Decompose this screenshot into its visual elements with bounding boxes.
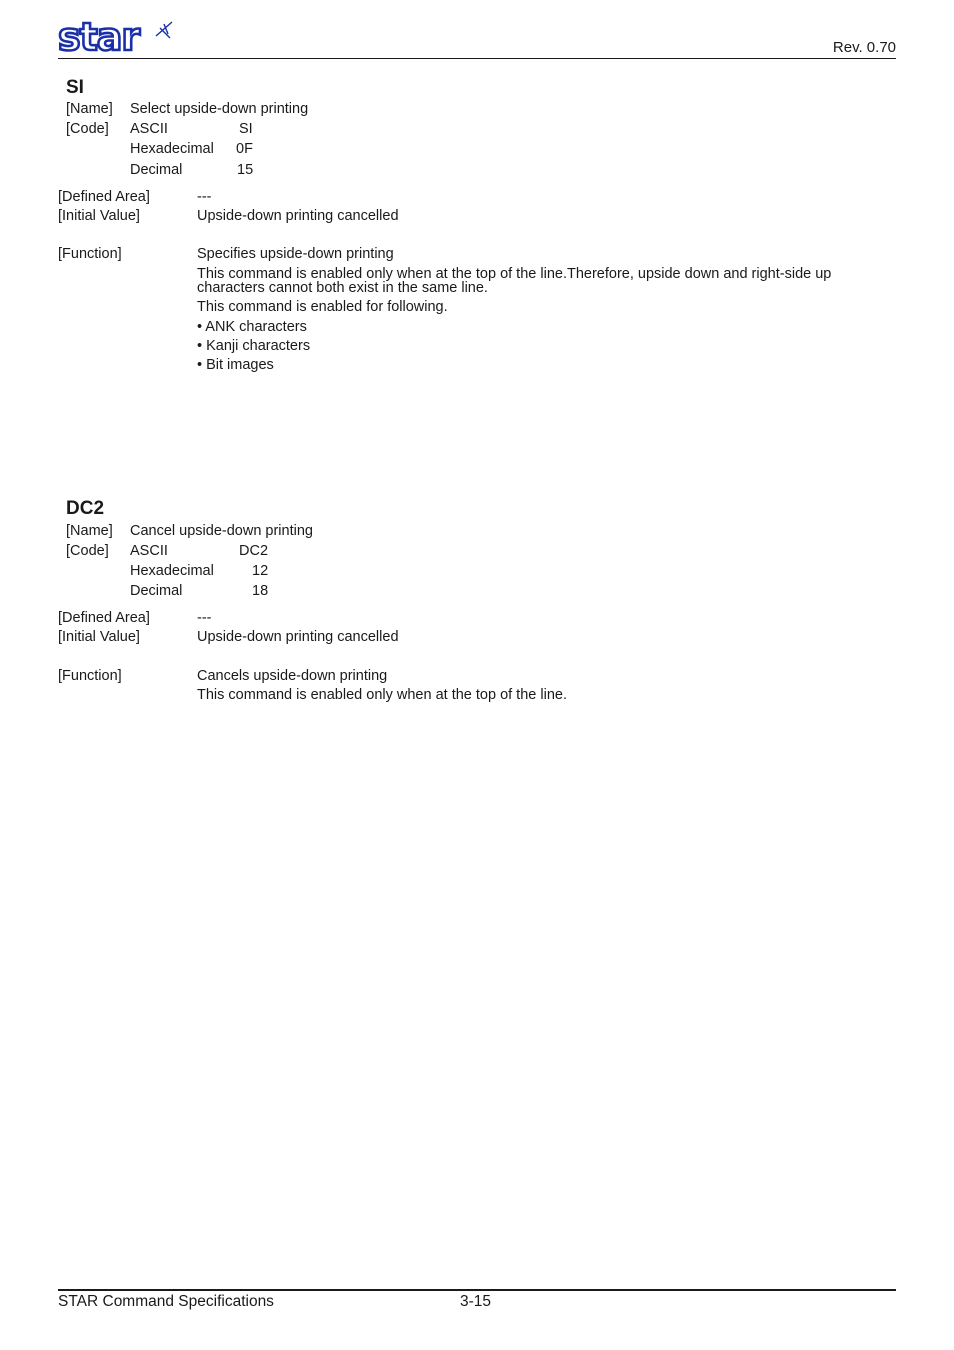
function-line: Cancels upside-down printing [197, 668, 388, 684]
initial-value-value: Upside-down printing cancelled [197, 208, 399, 224]
function-label: [Function] [58, 668, 122, 684]
logo-wordmark: star [58, 16, 140, 56]
function-line: This command is enabled only when at the top of the line.Therefore, upside down and right-side up characters cannot both exist in the same line. [197, 266, 832, 296]
code-ascii-value: SI [239, 121, 253, 137]
code-hex-label: Hexadecimal [130, 563, 214, 579]
defined-area-value: --- [197, 610, 212, 626]
name-value: Cancel upside-down printing [130, 523, 313, 539]
function-label: [Function] [58, 246, 122, 262]
defined-area-label: [Defined Area] [58, 189, 150, 205]
revision-label: Rev. 0.70 [832, 39, 896, 56]
code-ascii-label: ASCII [130, 121, 168, 137]
initial-value-label: [Initial Value] [58, 208, 140, 224]
initial-value-value: Upside-down printing cancelled [197, 629, 399, 645]
function-line: This command is enabled for following. [197, 299, 448, 315]
initial-value-label: [Initial Value] [58, 629, 140, 645]
code-ascii-label: ASCII [130, 543, 168, 559]
code-decimal-label: Decimal [130, 162, 183, 178]
function-line: This command is enabled only when at the top of the line. [197, 687, 567, 703]
code-hex-label: Hexadecimal [130, 141, 214, 157]
name-label: [Name] [66, 101, 113, 117]
footer-document-title: STAR Command Specifications [58, 1293, 274, 1310]
name-value: Select upside-down printing [130, 101, 309, 117]
code-hex-value: 0F [236, 141, 253, 157]
footer-rule [58, 1289, 896, 1291]
footer-page-number: 3-15 [460, 1293, 492, 1310]
bullet-item: • Bit images [197, 357, 274, 373]
section-title-dc2: DC2 [66, 498, 105, 519]
code-decimal-value: 18 [252, 583, 269, 599]
header-rule [58, 58, 896, 59]
code-ascii-value: DC2 [239, 543, 269, 559]
section-title-si: SI [66, 77, 84, 98]
star-logo [56, 16, 176, 56]
bullet-item: • ANK characters [197, 319, 307, 335]
defined-area-label: [Defined Area] [58, 610, 150, 626]
function-line: Specifies upside-down printing [197, 246, 394, 262]
name-label: [Name] [66, 523, 113, 539]
code-decimal-label: Decimal [130, 583, 183, 599]
logo-star-mark-icon [156, 22, 172, 38]
code-label: [Code] [66, 543, 109, 559]
code-hex-value: 12 [252, 563, 269, 579]
code-decimal-value: 15 [237, 162, 254, 178]
defined-area-value: --- [197, 189, 212, 205]
code-label: [Code] [66, 121, 109, 137]
bullet-item: • Kanji characters [197, 338, 311, 354]
